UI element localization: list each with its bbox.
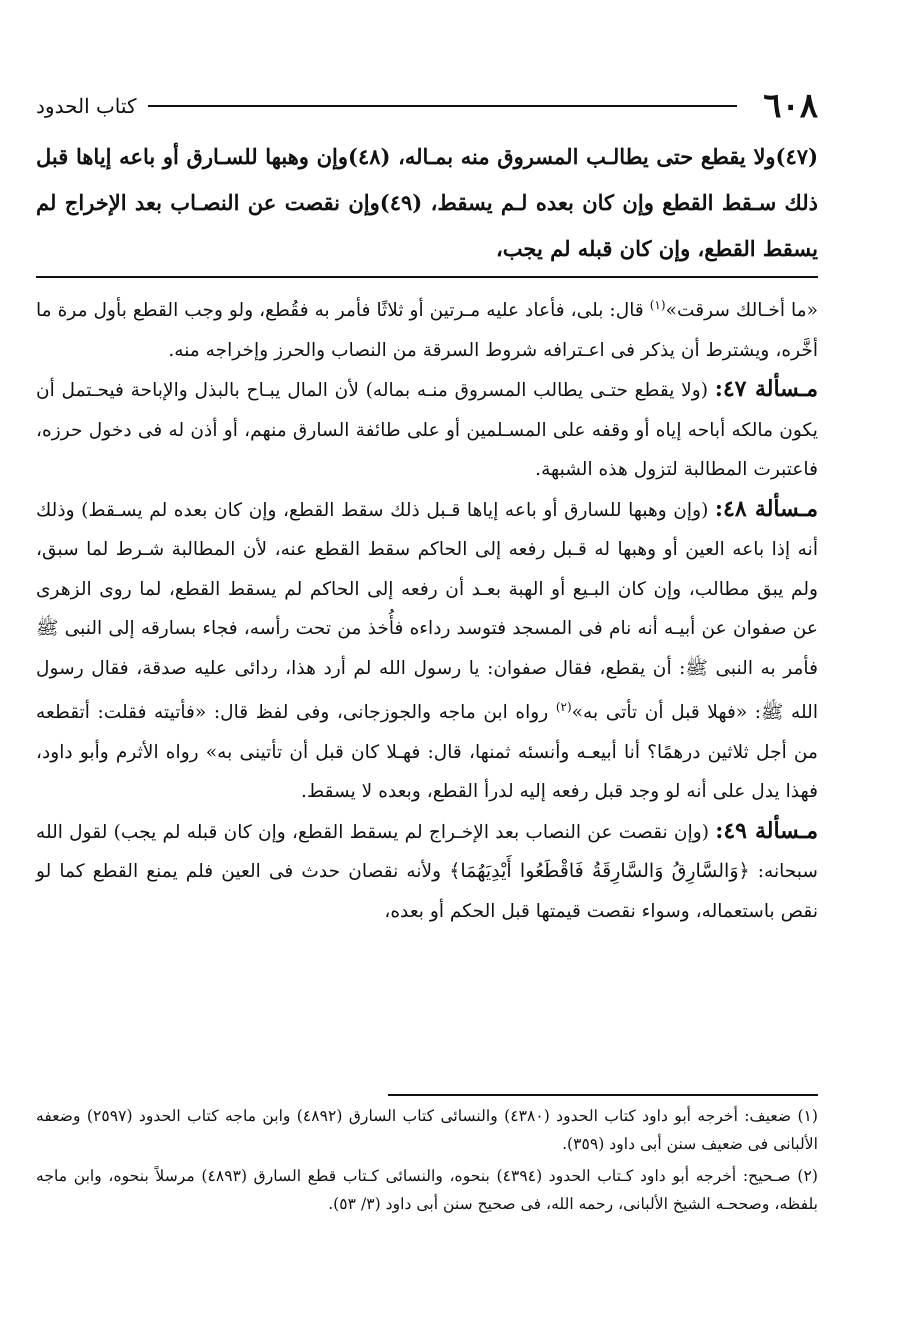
quran-verse: ﴿وَالسَّارِقُ وَالسَّارِقَةُ فَاقْطَعُوا أَيْدِيَهُمَا﴾ xyxy=(449,860,750,883)
commentary xyxy=(36,286,818,931)
footnotes xyxy=(36,1102,818,1222)
page-header xyxy=(36,86,818,126)
footnote-divider xyxy=(388,1094,818,1096)
masala-48 xyxy=(36,490,818,812)
masala-49 xyxy=(36,812,818,932)
masala-text: (وإن نقصت عن النصاب بعد الإخـراج لم يسقط القطع، وإن كان قبله لم يجب) لقول الله سبحانه: xyxy=(36,821,819,883)
commentary-paragraph xyxy=(36,286,818,370)
page-number: ٦٠٨ xyxy=(763,86,818,126)
masala-text: رواه ابن ماجه والجوزجانى، وفى لفظ قال: «فأتيته فقلت: أتقطعه من أجل ثلاثين درهمًا؟ أنا أبيعـه وأنسئه ثمنها، قال: فهـلا كان قبل أن تأتينى به» رواه الأثرم وأبو داود، فهذا يدل على أنه لو وجد قبل رفعه إليه لدرأ القطع، وبعده لا يسقط. xyxy=(36,702,818,803)
running-title: كتاب الحدود xyxy=(36,94,137,118)
masala-label: مـسألة ٤٩: xyxy=(715,817,819,844)
footnote-ref: (١) xyxy=(649,298,666,312)
footnote-1: (١) ضعيف: أخرجه أبو داود كتاب الحدود (٤٣٨٠) والنسائى كتاب السارق (٤٨٩٢) وابن ماجه كتاب الحدود (٢٥٩٧) وضعفه الألبانى فى ضعيف سنن أبى داود (٣٥٩). xyxy=(36,1107,819,1153)
masala-text: (وإن وهبها للسارق أو باعه إياها قـبل ذلك سقط القطع، وإن كان بعده لم يسـقط) وذلك أنه إذا باعه العين أو وهبها له قـبل رفعه إلى الحاكم سقط القطع عنه، لأن المطالبة شـرط لما سبق، ولم يبق مطالب، وإن كان البـيع أو الهبة بعـد أن رفعه إلى الحاكم لم يسقط القطع، لما روى الزهرى عن صفوان عن أبيـه أنه نام فى المسجد فتوسد رداءه فأُخذ من تحت رأسه، فجاء بسارقه إلى النبى ﷺ فأمر به النبى ﷺ: أن يقطع، فقال صفوان: يا رسول الله لم أرد هذا، ردائى عليه صدقة، فقال رسول الله ﷺ: «فهلا قبل أن تأتى به» xyxy=(36,499,818,724)
masala-label: مـسألة ٤٨: xyxy=(714,495,818,522)
masala-47 xyxy=(36,370,818,490)
paragraph-text: قال: بلى، فأعاد عليه مـرتين أو ثلاثًا فأمر به فقُطع، ولو وجب القطع بأول مرة ما أخَّره، ويشترط أن يذكر فى اعـترافه شروط السرقة من النصاب والحرز وإخراجه منه. xyxy=(36,300,818,361)
main-text: (٤٧)ولا يقطع حتى يطالـب المسروق منه بمـاله، (٤٨)وإن وهبها للسـارق أو باعه إياها قبل ذلك سـقط القطع وإن كان بعده لـم يسقط، (٤٩)وإن نقصت عن النصـاب بعد الإخراج لم يسقط القطع، وإن كان قبله لم يجب، xyxy=(36,144,819,261)
masala-text: (ولا يقطع حتـى يطالب المسروق منـه بماله) لأن المال يبـاح بالبذل والإباحة فيحـتمل أن يكون مالكه أباحه إياه أو وقفه على المسـلمين أو على طائفة السارق منهم، أو أذن له فى دخول حرزه، فاعتبرت المطالبة لتزول هذه الشبهة. xyxy=(36,380,818,481)
footnote-ref: (٢) xyxy=(555,700,572,715)
header-divider xyxy=(148,105,737,107)
main-text-divider xyxy=(36,276,818,278)
masala-text: ولأنه نقصان حدث فى العين فلم يمنع القطع كما لو نقص باستعماله، وسواء نقصت قيمتها قبل الحكم أو بعده، xyxy=(36,861,818,922)
quote-text: «ما أخـالك سرقت» xyxy=(665,300,818,322)
footnote-2: (٢) صـحيح: أخرجه أبو داود كـتاب الحدود (٤٣٩٤) بنحوه، والنسائى كـتاب قطع السارق (٤٨٩٣) مرسلاً بنحوه، وابن ماجه بلفظه، وصححـه الشيخ الألبانى، رحمه الله، فى صحيح سنن أبى داود (٣/ ٥٣). xyxy=(36,1167,818,1213)
masala-label: مـسألة ٤٧: xyxy=(714,376,819,403)
